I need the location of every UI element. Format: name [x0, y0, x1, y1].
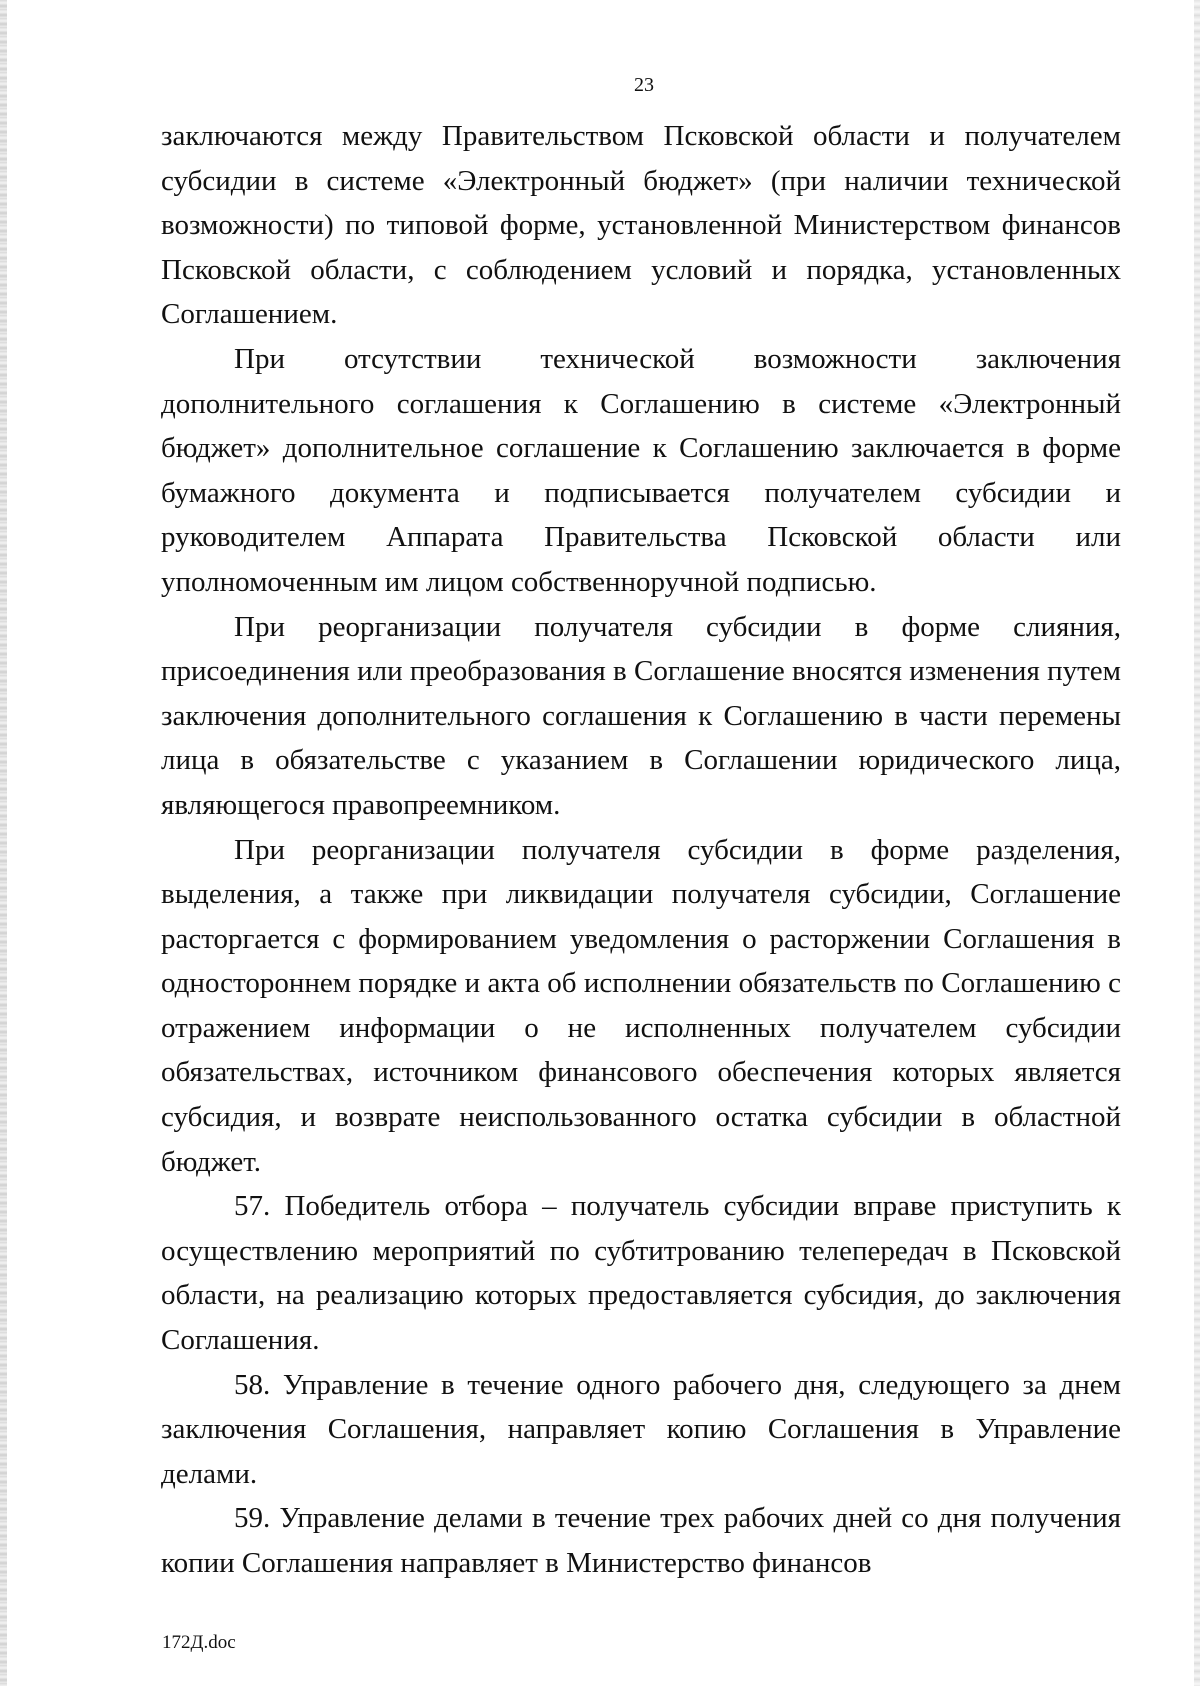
paragraph-reorganization-merger: При реорганизации получателя субсидии в форме слияния, присоединения или преобразования в Соглашение вносятся изменения путем заключения дополнительного соглашения к Соглашению в части перемены лица в обязательстве с указанием в Соглашении юридического лица, являющегося правопреемником. [161, 610, 1121, 821]
paragraph-item-58: 58. Управление в течение одного рабочего дня, следующего за днем заключения Соглашения, направляет копию Соглашения в Управление делами. [161, 1368, 1121, 1490]
scan-edge-right [1194, 0, 1200, 1686]
paragraph-reorganization-division: При реорганизации получателя субсидии в форме разделения, выделения, а также при ликвидации получателя субсидии, Соглашение расторгается с формированием уведомления о расторжении Соглашения в одностороннем порядке и акта об исполнении обязательств по Соглашению с отражением информации о не исполненных получателем субсидии обязательствах, источником финансового обеспечения которых является субсидия, и возврате неиспользованного остатка субсидии в областной бюджет. [161, 833, 1121, 1178]
page-number: 23 [634, 74, 654, 96]
footer-filename: 172Д.doc [162, 1632, 236, 1653]
paragraph-item-59: 59. Управление делами в течение трех рабочих дней со дня получения копии Соглашения направляет в Министерство финансов [161, 1502, 1121, 1579]
paragraph-item-57: 57. Победитель отбора – получатель субсидии вправе приступить к осуществлению мероприятий по субтитрованию телепередач в Псковской области, на реализацию которых предоставляется субсидия, до заключения Соглашения. [161, 1190, 1121, 1357]
scan-edge-left [0, 0, 7, 1686]
paragraph-no-technical-possibility: При отсутствии технической возможности заключения дополнительного соглашения к Соглашению в системе «Электронный бюджет» дополнительное соглашение к Соглашению заключается в форме бумажного документа и подписывается получателем субсидии и руководителем Аппарата Правительства Псковской области или уполномоченным им лицом собственноручной подписью. [161, 342, 1121, 598]
document-body [161, 114, 1121, 1586]
paragraph-continuation: заключаются между Правительством Псковской области и получателем субсидии в системе «Электронный бюджет» (при наличии технической возможности) по типовой форме, установленной Министерством финансов Псковской области, с соблюдением условий и порядка, установленных Соглашением. [161, 120, 1121, 331]
